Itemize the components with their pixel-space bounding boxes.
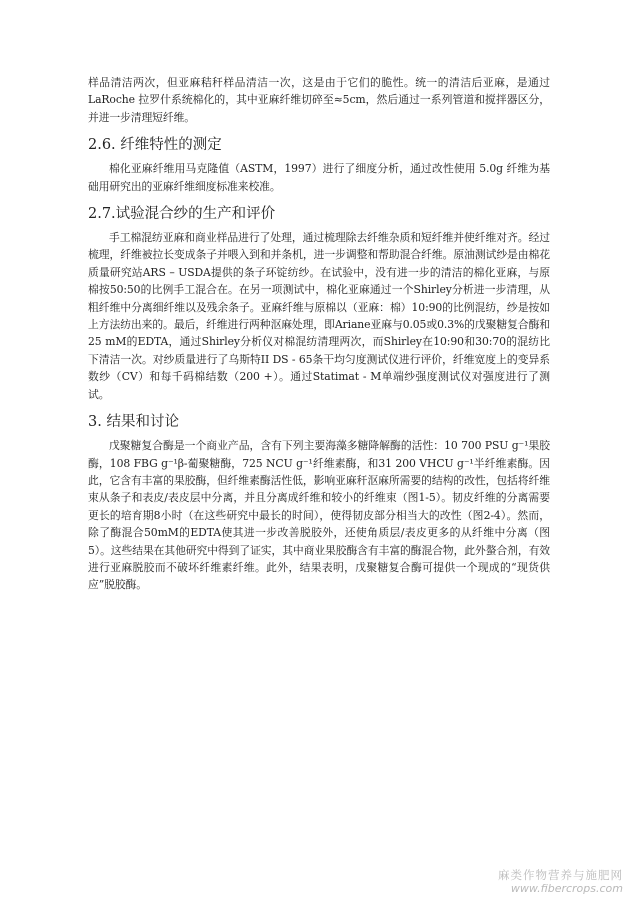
section-3-paragraph: 戊聚糖复合酶是一个商业产品，含有下列主要海藻多糖降解酶的活性：10 700 PSU g⁻¹果胶酶，108 FBG g⁻¹β-葡聚糖酶，725 NCU g⁻¹纤维素酶，和31 200 VHCU g⁻¹半纤维素酶。因此，它含有丰富的果胶酶，但纤维素酶活性低，影响亚麻秆沤麻所需要的结构的改性，包括将纤维束从条子和表皮/表皮层中分离，并且分离成纤维和较小的纤维束（图1-5）。韧皮纤维的分离需要更长的培育期8小时（在这些研究中最长的时间），使得韧皮部分相当大的改性（图2-4）。然而，除了酶混合50mM的EDTA使其进一步改善脱胶外，还使角质层/表皮更多的从纤维中分离（图5）。这些结果在其他研究中得到了证实，其中商业果胶酶含有丰富的酶混合物，此外螯合剂，有效进行亚麻脱胶而不破坏纤维素纤维。此外，结果表明，戊聚糖复合酶可提供一个现成的“现货供应”脱胶酶。 (88, 439, 550, 592)
watermark-site-name: 麻类作物营养与施肥网 (498, 868, 623, 882)
section-2-6-paragraph: 棉化亚麻纤维用马克隆值（ASTM，1997）进行了细度分析，通过改性使用 5.0g 纤维为基础用研究出的亚麻纤维细度标准来校准。 (88, 162, 550, 193)
section-heading-2-7: 2.7.试验混合纱的生产和评价 (88, 206, 276, 223)
watermark-url: www.fibercrops.com (510, 882, 623, 895)
watermark (498, 868, 623, 895)
section-heading-2-6: 2.6. 纤维特性的测定 (88, 137, 222, 154)
intro-paragraph: 样品清洁两次，但亚麻秸秆样品清洁一次，这是由于它们的脆性。统一的清洁后亚麻，是通过 LaRoche 拉罗什系统棉化的，其中亚麻纤维切碎至≈5cm，然后通过一系列管道和搅拌器区分，并进一步清理短纤维。 (88, 76, 550, 124)
section-heading-3: 3. 结果和讨论 (88, 414, 179, 431)
document-body (88, 74, 550, 594)
section-2-7-paragraph: 手工棉混纺亚麻和商业样品进行了处理，通过梳理除去纤维杂质和短纤维并使纤维对齐。经过梳理，纤维被拉长变成条子并喂入到和并条机，进一步调整和帮助混合纤维。原油测试纱是由棉花质量研究站ARS – USDA提供的条子环锭纺纱。在试验中，没有进一步的清洁的棉化亚麻，与原棉按50:50的比例手工混合在。在另一项测试中，棉化亚麻通过一个Shirley分析进一步清理，从粗纤维中分离细纤维以及残余条子。亚麻纤维与原棉以（亚麻：棉）10:90的比例混纺，纱是按如上方法纺出来的。最后，纤维进行两种沤麻处理，即Ariane亚麻与0.05或0.3%的戊聚糖复合酶和25 mM的EDTA，通过Shirley分析仪对棉混纺清理两次，而Shirley在10:90和30:70的混纺比下清洁一次。对纱质量进行了乌斯特II DS - 65条干均匀度测试仪进行评价，纤维宽度上的变异系数纱（CV）和每千码棉结数（200 +）。通过Statimat - M单端纱强度测试仪对强度进行了测试。 (88, 231, 550, 401)
